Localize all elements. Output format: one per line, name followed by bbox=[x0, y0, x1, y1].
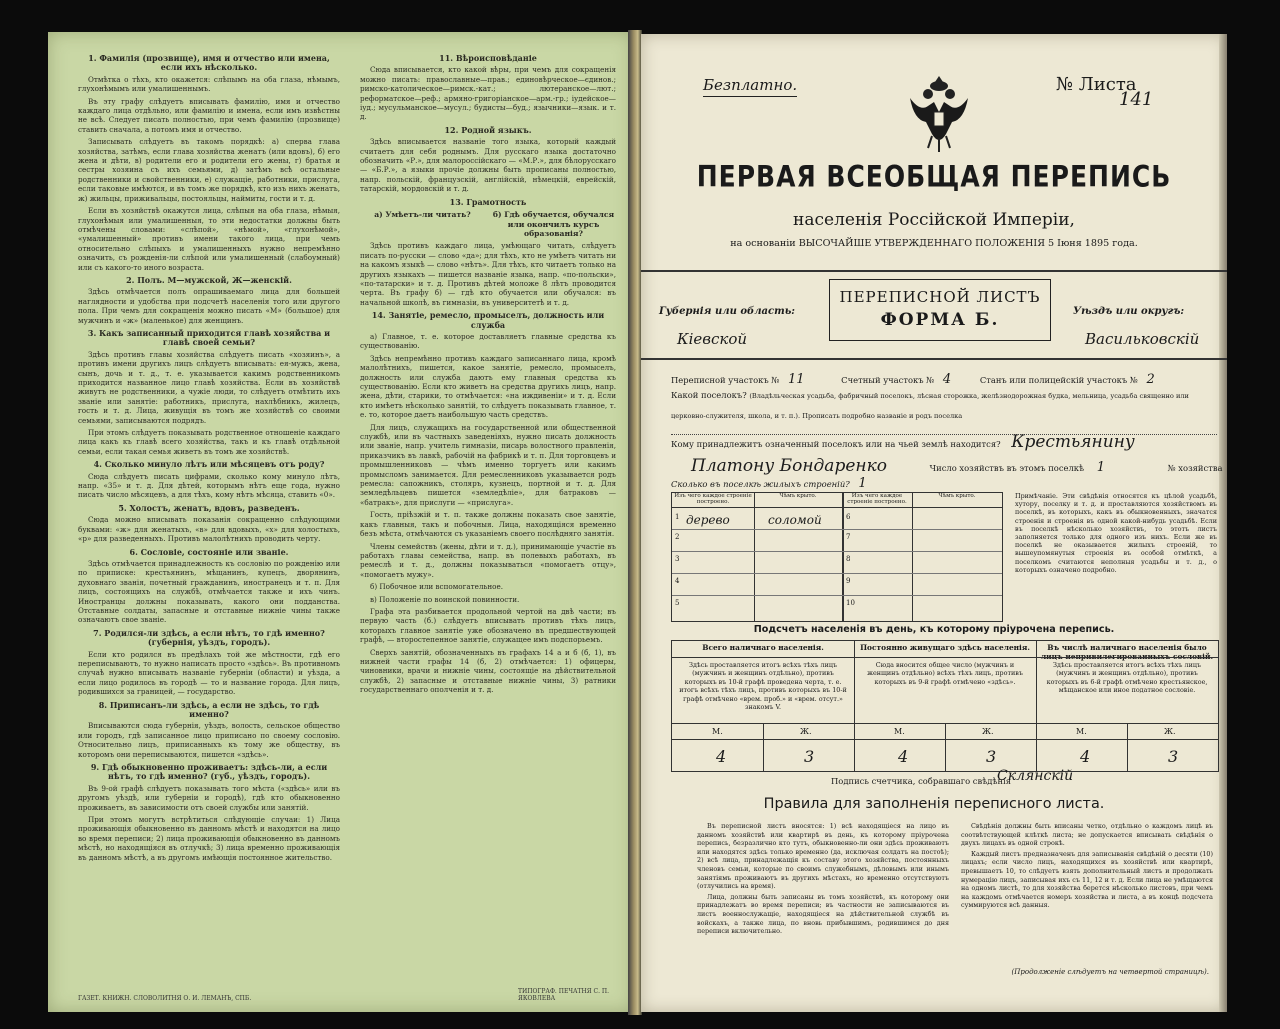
build-head-material-1: Изъ чего каждое строеніе построено. bbox=[672, 493, 754, 508]
bt-row-line bbox=[672, 573, 1002, 574]
owner-line-2 bbox=[671, 456, 1223, 476]
paragraph: Сюда вписывается, кто какой вѣры, при чемъ для сокращенія можно писать: православные—прав.; единовѣрческое—єдинов.; римско-католическое—римск.-кат.; лютеранское—лют.; реформатское—реф.; армяно-григоріанское—арм.-гр.; іудейское—іуд.; мусульманское—мусул.; будисты—буд.; язычники—язык. и т. д. bbox=[360, 65, 616, 122]
rules-paragraph: Лица, должны быть записаны въ томъ хозяйствѣ, къ которому они принадлежатъ во время переписи; въ частности не записываются въ листъ военнослужащіе, находящіеся на дѣйствительной службѣ въ войскахъ, а также лица, по вновь прибывшимъ, родившимся до дня переписи включительно. bbox=[697, 892, 949, 936]
bt-divider bbox=[912, 493, 913, 621]
paragraph: Члены семействъ (жены, дѣти и т. д.), принимающіе участіе въ работахъ главы семейства, напр. въ полевыхъ работахъ, въ ремеслѣ и т. д., должны показываться «помогаетъ отцу», «помогаетъ мужу». bbox=[360, 541, 616, 579]
count-column-head: Всего наличнаго населенія. bbox=[702, 643, 824, 652]
section-heading: 7. Родился-ли здѣсь, а если нѣтъ, то гдѣ именно? (губернія, уѣздъ, городъ). bbox=[93, 627, 325, 648]
bt-row-line bbox=[672, 551, 1002, 552]
owner-line bbox=[671, 432, 1135, 452]
section-heading: 1. Фамилія (прозвище), имя и отчество или имена, если ихъ нѣсколько. bbox=[88, 53, 330, 73]
paragraph: Отмѣтка о тѣхъ, кто окажется: слѣпымъ на оба глаза, нѣмымъ, глухонѣмымъ или умалишеннымъ. bbox=[78, 74, 340, 94]
paragraph: Если кто родился въ предѣлахъ той же мѣстности, гдѣ его переписываютъ, то нужно написать просто «здѣсь». Въ противномъ случаѣ нужно вписывать названіе губерніи (области) и уѣзда, а если лицо родилось въ городѣ — то и название города. Для лицъ, родившихся за границей, — государство. bbox=[78, 649, 340, 697]
build-head-roof-2: Чѣмъ крыто. bbox=[912, 493, 1002, 508]
build-row-number: 5 bbox=[675, 599, 680, 607]
form-title: ПЕРЕПИСНОЙ ЛИСТЪ bbox=[839, 288, 1041, 306]
counting-district-value: 4 bbox=[942, 372, 952, 387]
rules-column-b bbox=[961, 822, 1213, 912]
census-district-value: 11 bbox=[787, 372, 805, 387]
count-male-label: М. bbox=[1076, 727, 1087, 736]
build-row-number: 7 bbox=[846, 533, 851, 541]
section-heading: 2. Полъ. М—мужской, Ж—женскій. bbox=[126, 274, 292, 285]
double-headed-eagle-icon bbox=[906, 72, 972, 154]
section-heading: 3. Какъ записанный приходится главѣ хозяйства и главѣ своей семьи? bbox=[87, 327, 331, 348]
enumerator-signature: Склянскій bbox=[997, 768, 1074, 784]
section-heading: 9. Гдѣ обыкновенно проживаетъ: здѣсь-ли, а если нѣтъ, то гдѣ именно? (губ., уѣздъ, городъ). bbox=[90, 762, 328, 782]
count-column-description: Сюда вносится общее число (мужчинъ и женщинъ отдѣльно) всѣхъ тѣхъ лицъ, противъ которыхъ въ 9-й графѣ отмѣчено «здѣсь». bbox=[867, 661, 1023, 686]
sheet-number-value: 141 bbox=[1119, 89, 1154, 110]
paragraph: б) Побочное или вспомогательное. bbox=[370, 582, 504, 592]
paragraph: Сюда можно вписывать показанія сокращенно слѣдующими буквами: «ж» для женатыхъ, «в» для вдовыхъ, «х» для холостыхъ, «р» для разведенныхъ. Противъ малолѣтнихъ проводить черту. bbox=[78, 515, 340, 544]
count-male-label: М. bbox=[894, 727, 905, 736]
rules-paragraph: Свѣдѣнія должны быть вписаны четко, отдѣльно о каждомъ лицѣ въ соотвѣтствующей клѣткѣ листа; не допускается вписывать свѣдѣнія о двухъ лицахъ въ одной строкѣ. bbox=[961, 822, 1213, 848]
paragraph: Въ эту графу слѣдуетъ вписывать фамилію, имя и отчество каждаго лица отдѣльно, или фамилію и имена, если имъ извѣстны не всѣ. Следует писать полностью, при чемъ фамилію (прозвище) ставить сначала, а потомъ имя и отчество. bbox=[78, 96, 340, 134]
households-count-value: 1 bbox=[1096, 460, 1106, 475]
census-legal-basis: на основаніи ВЫСОЧАЙШЕ УТВЕРЖДЕННАГО ПОЛОЖЕНІЯ 5 Іюня 1895 года. bbox=[730, 238, 1138, 249]
count-column-head: Въ числѣ наличнаго населенія было лицъ непривилегированныхъ сословій. bbox=[1040, 643, 1214, 661]
owner-value: Крестьянину bbox=[1011, 432, 1135, 452]
count-mf-divider bbox=[1127, 723, 1128, 771]
buildings-table bbox=[671, 492, 1003, 622]
census-title: ПЕРВАЯ ВСЕОБЩАЯ ПЕРЕПИСЬ bbox=[696, 159, 1172, 194]
rules-paragraph: Каждый листъ предназначенъ для записыванія свѣдѣній о десяти (10) лицахъ; если число лицъ, находящихся въ хозяйствѣ или квартирѣ, превышаетъ 10, то слѣдуетъ взять дополнительный листъ и продолжать нумерацію лицъ, записывая ихъ съ 11, 12 и т. д. Если лица не умѣщаются на одномъ листѣ, то для хозяйства берется нѣсколько листовъ, при чемъ на каждомъ отмѣчается номеръ хозяйства и листа, а въ концѣ подсчета суммируются всѣ данныя. bbox=[961, 849, 1213, 910]
count-column-head: Постоянно живущаго здѣсь населенія. bbox=[860, 643, 1030, 652]
paragraph: Здѣсь непремѣнно противъ каждаго записаннаго лица, кромѣ малолѣтнихъ, пишется, какое занятіе, ремесло, промыселъ, должность или служба даютъ ему главныя средства къ существованію. Если кто живетъ на средства другихъ лицъ, напр. жена, дѣти, старики, то отмѣчается: «на иждивеніи» и т. д. Если кто имѣетъ нѣсколько занятій, то слѣдуетъ показывать главное, т. е. то, которое даетъ наибольшую часть средствъ. bbox=[360, 353, 616, 420]
count-female-value: 3 bbox=[1168, 747, 1179, 766]
section-heading: 8. Приписанъ-ли здѣсь, а если не здѣсь, то гдѣ именно? bbox=[98, 699, 320, 719]
paragraph: Вписываются сюда губернія, уѣздъ, волость, сельское общество или городъ, гдѣ записанное лицо приписано по своему сословію. Относительно лицъ, приписанныхъ къ тому же обществу, въ которомъ они переписываются, пишется «здѣсь». bbox=[78, 721, 340, 759]
count-column bbox=[854, 641, 1036, 771]
paragraph: Сюда слѣдуетъ писать цифрами, сколько кому минуло лѣтъ, напр. «35» и т. д. Для дѣтей, которымъ нѣтъ еще года, нужно писать число мѣсяцевъ, а для тѣхъ, кому нѣтъ мѣсяца, ставить «0». bbox=[78, 471, 340, 500]
paragraph: При этомъ могутъ встрѣтиться слѣдующіе случаи: 1) Лица проживающія обыкновенно въ данномъ мѣстѣ и находятся на лицо во время переписи; 2) лица проживающія обыкновенно въ данномъ мѣстѣ, но находящіяся въ отлучкѣ; 3) лица временно проживающія въ данномъ мѣстѣ, а въ другомъ имѣющія постоянное жительство. bbox=[78, 815, 340, 862]
population-count-table bbox=[671, 640, 1219, 772]
sheet-number-label: № Листа bbox=[1056, 74, 1137, 95]
households-count-label: Число хозяйствъ въ этомъ поселкѣ bbox=[929, 463, 1085, 473]
left-column-b bbox=[360, 50, 616, 698]
printer-footer-right: ТИПОГРАФ. ПЕЧАТНЯ С. П. ЯКОВЛЕВА bbox=[518, 988, 610, 1002]
settlement-label: Какой поселокъ? bbox=[671, 390, 747, 400]
settlement-hint: (Владѣльческая усадьба, фабричный поселокъ, лѣсная сторожка, желѣзнодорожная будка, мельница, усадьба священно или bbox=[749, 392, 1189, 400]
count-male-value: 4 bbox=[716, 747, 727, 766]
literacy-subhead-a: а) Умѣетъ-ли читать? bbox=[374, 210, 471, 220]
guberniya-box bbox=[649, 292, 819, 352]
count-mf-divider bbox=[763, 723, 764, 771]
count-female-label: Ж. bbox=[800, 727, 812, 736]
bt-divider bbox=[754, 493, 755, 621]
free-label: Безплатно. bbox=[703, 76, 798, 94]
paragraph: Сверхъ занятій, обозначенныхъ въ графахъ 14 а и б (б, 1), въ нижней части графы 14 (б, 2) отмѣчается: 1) офицеры, чиновники, врачи и нижніе чины, состоящіе на дѣйствительной службѣ, 2) запасные и отставные нижніе чины, 3) ратники государственнаго ополченія и т. д. bbox=[360, 647, 616, 695]
count-male-value: 4 bbox=[898, 747, 909, 766]
count-female-label: Ж. bbox=[1164, 727, 1176, 736]
build-row-number: 8 bbox=[846, 555, 851, 563]
build-row-number: 9 bbox=[846, 577, 851, 585]
literacy-subhead-b: б) Гдѣ обучается, обучался или окончилъ курсъ образованія? bbox=[492, 210, 615, 238]
build-row-number: 10 bbox=[846, 599, 855, 607]
count-column-description: Здѣсь проставляется итогъ всѣхъ тѣхъ лицъ (мужчинъ и женщинъ отдѣльно), противъ которыхъ въ 10-й графѣ проведена черта, т. е. итогъ всѣхъ тѣхъ лицъ, противъ которыхъ въ 10-й графѣ отмѣчено «врем. проб.» и «врем. отсут.» знакомъ V. bbox=[679, 661, 847, 712]
count-male-label: М. bbox=[712, 727, 723, 736]
build-head-material-2: Изъ чего каждое строеніе построено. bbox=[842, 493, 912, 508]
section-heading: 5. Холостъ, женатъ, вдовъ, разведенъ. bbox=[118, 502, 300, 513]
build-row-number: 3 bbox=[675, 555, 680, 563]
counting-district-label: Счетный участокъ № bbox=[841, 375, 935, 385]
printer-footer-left: ГАЗЕТ. КНИЖН. СЛОВОЛИТНЯ О. И. ЛЕМАНЪ, СПБ. bbox=[78, 995, 252, 1002]
paragraph: а) Главное, т. е. которое доставляетъ главные средства къ существованію. bbox=[360, 331, 616, 351]
paragraph: Графа эта разбивается продольной чертой на двѣ части; въ первую часть (б.) слѣдуетъ вписывать противъ тѣхъ лицъ, которыхъ главное занятіе уже обозначено въ предшествующей графѣ, — второстепенное занятіе, служащее имъ подспорьемъ. bbox=[360, 606, 616, 645]
paragraph: Если въ хозяйствѣ окажутся лица, слѣпыя на оба глаза, нѣмыя, глухонѣмыя или умалишенныя, то эти недостатки должны быть отмѣчены словами: «слѣпой», «нѣмой», «глухонѣмой», «умалишенный» противъ имени такого лица, при чемъ относительно слѣпыхъ и умалишенныхъ нужно непремѣнно означить, съ рожденія-ли слѣпой или умалишенный (слабоумный) или съ какого-то иного возраста. bbox=[78, 206, 340, 272]
build-row1-roof: соломой bbox=[768, 513, 822, 527]
paragraph: При этомъ слѣдуетъ показывать родственное отношеніе каждаго лица какъ къ главѣ всего хозяйства, такъ и къ главѣ отдѣльной семьи, если такая семья живетъ въ томъ же хозяйствѣ. bbox=[78, 428, 340, 456]
left-page bbox=[48, 32, 633, 1012]
build-row-number: 4 bbox=[675, 577, 680, 585]
count-column bbox=[672, 641, 854, 771]
owner-name-value: Платону Бондаренко bbox=[691, 456, 887, 476]
boxes-rule bbox=[641, 358, 1227, 360]
build-row-number: 2 bbox=[675, 533, 680, 541]
paragraph: Для лицъ, служащихъ на государственной или общественной службѣ, или въ частныхъ заведеніяхъ, нужно писать должность или званіе, напр. учитель гимназіи, писарь волостного правленія, приказчикъ въ лавкѣ, рабочій на фабрикѣ и т. п. Для торговцевъ и промышленниковъ — чѣмъ именно торгуетъ или какимъ промысломъ занимается. Для ремесленниковъ указывается родъ ремесла: сапожникъ, столяръ, кузнецъ, портной и т. д. Для земледѣльцевъ пишется «земледѣліе», для батраковъ — «батракъ», для прислуги — «прислуга». bbox=[360, 422, 616, 507]
section-heading: 13. Грамотность bbox=[449, 196, 527, 207]
section-heading: 11. Вѣроисповѣданіе bbox=[439, 53, 537, 63]
buildings-line bbox=[671, 476, 867, 491]
population-count-title: Подсчетъ населенія въ день, къ которому пріурочена перепись. bbox=[753, 624, 1115, 635]
uezd-label: Уѣздъ или округъ: bbox=[1073, 306, 1185, 317]
buildings-count-value: 1 bbox=[858, 476, 867, 491]
bt-divider bbox=[842, 493, 844, 621]
count-male-value: 4 bbox=[1080, 747, 1091, 766]
police-district-value: 2 bbox=[1146, 372, 1155, 387]
right-page bbox=[641, 34, 1227, 1012]
household-number-label: № хозяйства bbox=[1167, 463, 1223, 473]
paragraph: Здѣсь отмѣчается принадлежность къ сословію по рожденію или по приписке: крестьянинъ, мѣщанинъ, купецъ, дворянинъ, духовнаго званія, почетный гражданинъ, иностранецъ и т. п. Для лицъ, состоящихъ на службѣ, отмѣчается также и ихъ чинъ. Иностранцы должны показывать, какого они подданства. Отставные солдаты, запасные и отставные нижніе чины также означаютъ свое званіе. bbox=[78, 558, 340, 625]
section-heading: 4. Сколько минуло лѣтъ или мѣсяцевъ отъ роду? bbox=[93, 459, 325, 470]
build-head-roof-1: Чѣмъ крыто. bbox=[754, 493, 842, 508]
header-rule bbox=[641, 270, 1227, 272]
paragraph: Въ 9-ой графѣ слѣдуетъ показывать того мѣста («здѣсь» или въ другомъ уѣздѣ, или губерніи и городѣ), гдѣ кто обыкновенно проживаетъ, въ зависимости отъ своей службы или занятій. bbox=[78, 783, 340, 812]
build-row-number: 6 bbox=[846, 513, 851, 521]
count-female-value: 3 bbox=[986, 747, 997, 766]
section-heading: 12. Родной языкъ. bbox=[444, 124, 532, 135]
uezd-box bbox=[1059, 292, 1219, 352]
count-row-line bbox=[672, 723, 1218, 724]
settlement-hint-2: церковно-служителя, школа, и т. п.). Прописать подробно названіе и родъ поселка bbox=[671, 412, 963, 420]
left-column-a bbox=[78, 50, 340, 865]
rules-title: Правила для заполненія переписного листа. bbox=[763, 796, 1105, 812]
bt-row-line bbox=[672, 595, 1002, 596]
count-column bbox=[1036, 641, 1218, 771]
paragraph: Здѣсь противъ каждаго лица, умѣющаго читать, слѣдуетъ писать по-русски — слово «да»; для тѣхъ, кто не умѣетъ читать ни на какомъ языкѣ — слово «нѣтъ». Для тѣхъ, кто читаетъ только на другихъ языкахъ — пишется названіе языка, напр. «по-польски», «по-татарски» и т. д. Противъ дѣтей моложе 8 лѣтъ проводится черта. Въ графу б) — гдѣ кто обучается или обучался: въ начальной школѣ, въ гимназіи, въ университетѣ и т. д. bbox=[360, 241, 616, 307]
bt-row-line bbox=[672, 529, 1002, 530]
paragraph: Здѣсь отмѣчается полъ опрашиваемаго лица для большей наглядности и удобства при подсчетѣ населенія того или другого пола. При чемъ для сокращенія можно писать «М» (большое) для мужчинъ и «ж» (маленькое) для женщинъ. bbox=[78, 287, 340, 325]
rules-column-a bbox=[697, 822, 949, 938]
guberniya-value: Кіевской bbox=[677, 330, 748, 348]
guberniya-label: Губернія или область: bbox=[659, 306, 795, 317]
uezd-value: Васильковскій bbox=[1085, 330, 1200, 348]
rules-paragraph: Въ переписной листъ вносятся: 1) всѣ находящіеся на лицо въ данномъ хозяйствѣ или квартирѣ въ день, къ которому пріурочена перепись, безразлично кто тутъ, обыкновенно-ли они здѣсь проживаютъ или находятся здѣсь только временно (да, исключая солдатъ на постоѣ); 2) всѣ лица, принадлежащія къ составу этого хозяйства, постоянныхъ членовъ семьи, которые по своимъ служебнымъ, дѣловымъ или инымъ занятіямъ проживаютъ въ другихъ мѣстахъ, но временно отсутствуютъ (отлучились на время). bbox=[697, 822, 949, 891]
count-divider bbox=[854, 641, 855, 771]
paragraph: Записывать слѣдуетъ въ такомъ порядкѣ: а) сперва глава хозяйства, затѣмъ, если глава хозяйства женатъ (или вдовъ), б) его жена и дѣти, в) родители его и родители его жены, г) братья и сестры хозяина съ ихъ семьями, д) затѣмъ всѣ остальные родственники и свойственники, е) служащіе, работники, прислуга, если таковые имѣются, и въ томъ же порядкѣ, кто изъ нихъ женатъ, ж) жильцы, приживальцы, постояльцы, наймиты, гости и т. д. bbox=[78, 137, 340, 203]
census-district-label: Переписной участокъ № bbox=[671, 375, 780, 385]
section-heading: 6. Сословіе, состояніе или званіе. bbox=[129, 546, 289, 557]
rules-continued-note: (Продолженіе слѣдуетъ на четвертой страницѣ). bbox=[1011, 968, 1209, 976]
police-district-label: Станъ или полицейскій участокъ № bbox=[979, 375, 1138, 385]
paragraph: в) Положеніе по воинской повинности. bbox=[370, 594, 520, 604]
paragraph: Здѣсь противъ главы хозяйства слѣдуетъ писать «хозяинъ», а противъ имени другихъ лицъ слѣдуетъ вписывать: ея-мужъ, жена, сынъ, дочь и т. д., т. е. указывается какимъ родственникомъ приходится названное лицо главѣ хозяйства. Если въ хозяйствѣ живутъ не родственники, а чужіе люди, то слѣдуетъ отмѣтить ихъ званіе или занятіе: работникъ, прислуга, нахлѣбникъ, жилецъ, гость и т. д. Лица, живущія въ томъ же хозяйствѣ со своими семьями, записываются подрядъ. bbox=[78, 349, 340, 425]
count-female-value: 3 bbox=[804, 747, 815, 766]
buildings-count-label: Сколько въ поселкѣ жилыхъ строеній? bbox=[671, 479, 850, 489]
form-box bbox=[829, 279, 1051, 341]
section-heading: 14. Занятіе, ремесло, промыселъ, должность или служба bbox=[371, 310, 605, 330]
count-row-line bbox=[672, 739, 1218, 740]
buildings-note: Примѣчаніе. Эти свѣдѣнія относятся къ цѣлой усадьбѣ, хутору, поселку и т. д. и проставляются хозяйствомъ въ поселкѣ, въ которыхъ, какъ въ обыкновенныхъ, значатся строенія и строенія въ одной какой-нибудь усадьбѣ. Если въ поселкѣ нѣсколько хозяйствъ, то этотъ листъ заполняется только для одного изъ нихъ. Если же въ поселкѣ не оказывается жилыхъ строеній, то вышеупомянутыя строенія въ особой отмѣткѣ, а поселкомъ считаются неполныя усадьбы и т. д., о которыхъ означено подробно. bbox=[1015, 492, 1217, 574]
owner-label: Кому принадлежитъ означенный поселокъ или на чьей землѣ находится? bbox=[671, 439, 1001, 449]
settlement-line bbox=[671, 390, 1189, 400]
paragraph: Здѣсь вписывается названіе того языка, который каждый считаетъ для себя роднымъ. Для русскаго языка достаточно обозначить «Р.», для малороссійскаго — «М.Р.», для бѣлорусскаго — «Б.Р.», а языки прочіе должны быть прописаны полностью, напр. польскій, французскій, англійскій, нѣмецкій, еврейскій, татарскій, мордовскій и т. д. bbox=[360, 137, 616, 194]
count-mf-divider bbox=[945, 723, 946, 771]
enumerator-signature-label: Подпись счетчика, собравшаго свѣдѣнія bbox=[831, 776, 1011, 786]
district-line bbox=[671, 372, 1155, 387]
build-row1-material: дерево bbox=[686, 513, 730, 527]
count-column-description: Здѣсь проставляется итогъ всѣхъ тѣхъ лицъ (мужчинъ и женщинъ отдѣльно), противъ которыхъ въ 6-й графѣ отмѣчено крестьянское, мѣщанское или иное податное сословіе. bbox=[1046, 661, 1208, 695]
count-female-label: Ж. bbox=[982, 727, 994, 736]
book-gutter bbox=[628, 30, 642, 1015]
census-subtitle: населенія Россійской Имперіи, bbox=[793, 210, 1075, 230]
form-name: ФОРМА Б. bbox=[880, 310, 1000, 330]
paragraph: Гость, пріѣзжій и т. п. также должны показать свое занятіе, какъ главныя, такъ и побочныя. Лица, находящіяся временно безъ мѣста, отмѣчаются съ указаніемъ своего послѣдняго занятія. bbox=[360, 510, 616, 539]
count-row-line bbox=[672, 657, 1218, 658]
build-row-number: 1 bbox=[675, 513, 680, 521]
literacy-subheads bbox=[360, 210, 616, 238]
settlement-line-2 bbox=[671, 410, 962, 420]
